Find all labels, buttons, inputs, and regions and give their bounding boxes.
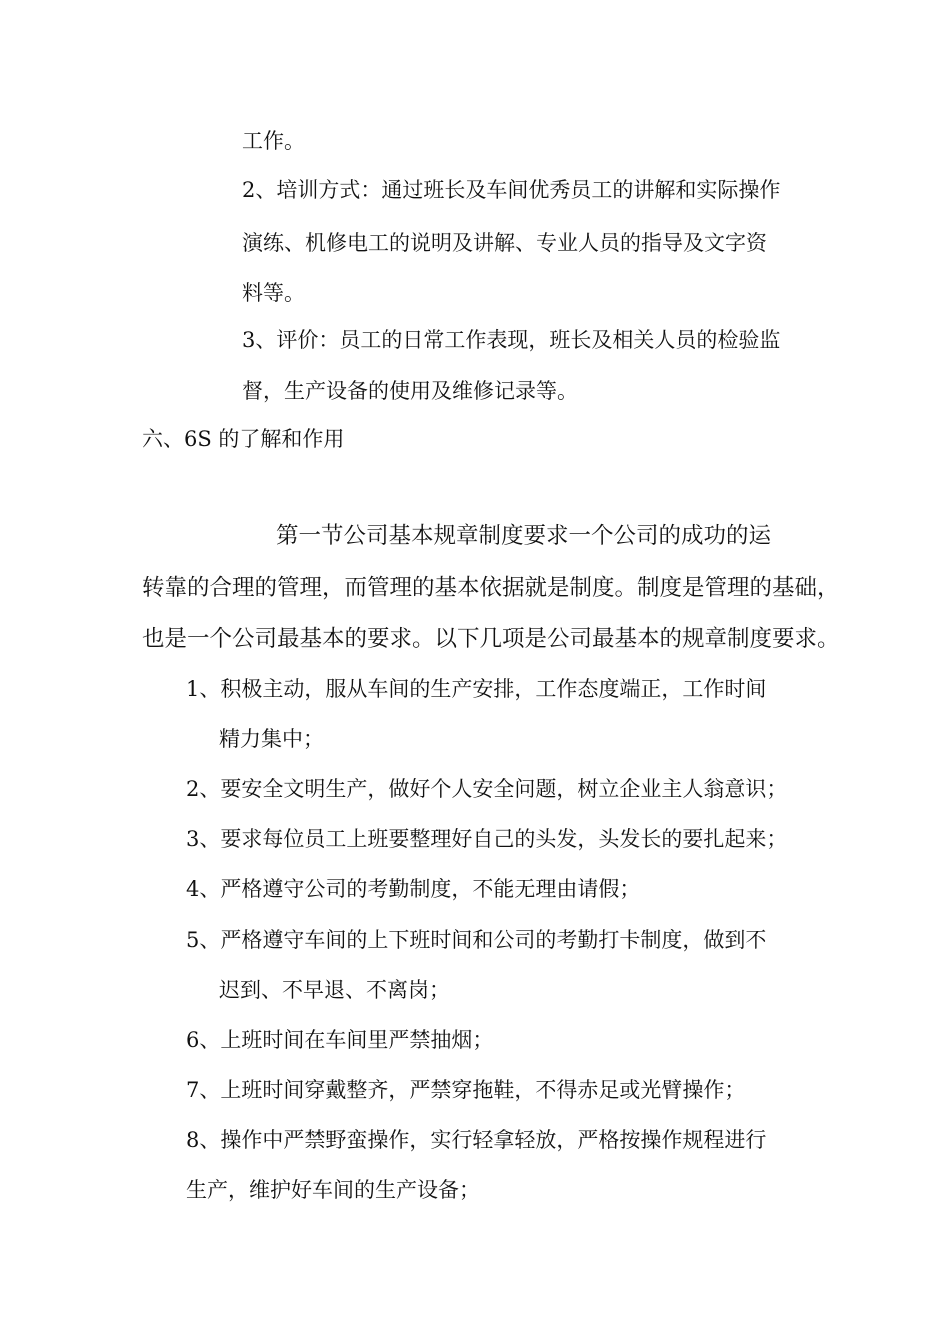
text-line-training-method-end: 料等。: [242, 281, 305, 305]
rule-item-7: 7、上班时间穿戴整齐，严禁穿拖鞋，不得赤足或光臂操作；: [186, 1078, 746, 1102]
rule-item-5-cont: 迟到、不早退、不离岗；: [219, 978, 450, 1002]
text-line-training-method-cont: 演练、机修电工的说明及讲解、专业人员的指导及文字资: [242, 231, 767, 255]
section-title-rules: 第一节公司基本规章制度要求一个公司的成功的运: [276, 523, 772, 549]
text-line-training-end: 工作。: [242, 129, 305, 153]
rule-item-1-cont: 精力集中；: [219, 727, 324, 751]
paragraph-line-2: 转靠的合理的管理，而管理的基本依据就是制度。制度是管理的基础，: [142, 575, 840, 601]
rule-item-2: 2、要安全文明生产，做好个人安全问题，树立企业主人翁意识；: [186, 777, 788, 801]
paragraph-line-3: 也是一个公司最基本的要求。以下几项是公司最基本的规章制度要求。: [142, 626, 840, 652]
rule-item-8: 8、操作中严禁野蛮操作，实行轻拿轻放，严格按操作规程进行: [186, 1128, 767, 1152]
rule-item-1: 1、积极主动，服从车间的生产安排，工作态度端正，工作时间: [186, 677, 767, 701]
rule-item-6: 6、上班时间在车间里严禁抽烟；: [186, 1028, 494, 1052]
text-line-evaluation-end: 督，生产设备的使用及维修记录等。: [242, 379, 578, 403]
rule-item-5: 5、严格遵守车间的上下班时间和公司的考勤打卡制度，做到不: [186, 928, 767, 952]
rule-item-4: 4、严格遵守公司的考勤制度，不能无理由请假；: [186, 877, 641, 901]
rule-item-8-cont: 生产，维护好车间的生产设备；: [186, 1178, 480, 1202]
text-line-training-method: 2、培训方式：通过班长及车间优秀员工的讲解和实际操作: [242, 178, 781, 202]
rule-item-3: 3、要求每位员工上班要整理好自己的头发，头发长的要扎起来；: [186, 827, 788, 851]
section-heading-6s: 六、6S 的了解和作用: [142, 427, 345, 451]
text-line-evaluation: 3、评价：员工的日常工作表现，班长及相关人员的检验监: [242, 328, 781, 352]
